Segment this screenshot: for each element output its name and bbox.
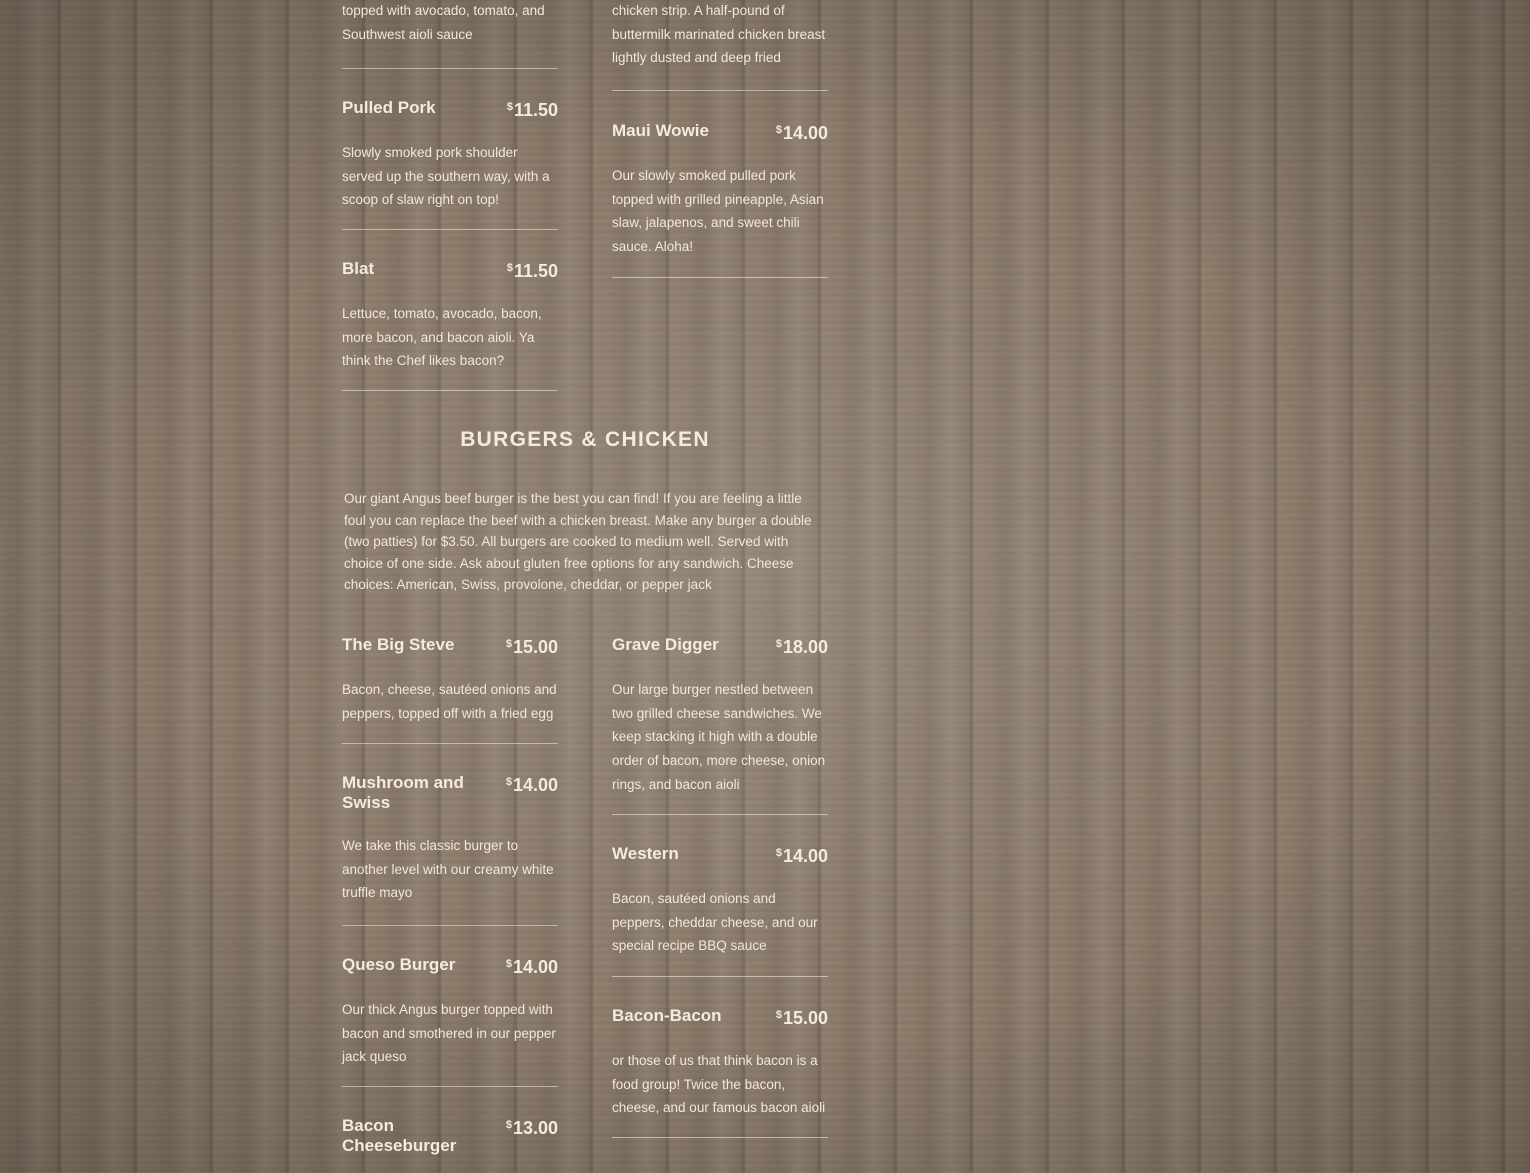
currency-symbol: $ xyxy=(506,262,513,274)
currency-symbol: $ xyxy=(775,1009,782,1021)
price-value: 18.00 xyxy=(782,637,828,657)
item-description: Our large burger nestled between two grilled cheese sandwiches. We keep stacking it high with a double order of bacon, more cheese, onion rings, and bacon aioli xyxy=(612,682,826,792)
currency-symbol: $ xyxy=(505,958,512,970)
item-name: Bacon-Bacon xyxy=(612,1006,722,1025)
item-name: Maui Wowie xyxy=(612,121,709,140)
price-value: 14.00 xyxy=(782,846,828,866)
item-price xyxy=(506,1114,558,1139)
item-description: We take this classic burger to another level with our creamy white truffle mayo xyxy=(342,838,554,901)
menu-item-mushroom-and-swiss xyxy=(342,773,558,905)
price-value: 11.50 xyxy=(513,261,558,281)
item-description: Our slowly smoked pulled pork topped with grilled pineapple, Asian slaw, jalapenos, and sweet chili sauce. Aloha! xyxy=(612,168,824,255)
item-name: Grave Digger xyxy=(612,635,719,654)
currency-symbol: $ xyxy=(775,124,782,136)
item-divider xyxy=(612,90,828,91)
price-value: 11.50 xyxy=(513,100,558,120)
item-price xyxy=(776,1004,828,1029)
price-value: 14.00 xyxy=(782,123,828,143)
item-divider xyxy=(342,925,558,926)
currency-symbol: $ xyxy=(775,847,782,859)
section-title: BURGERS & CHICKEN xyxy=(460,428,710,451)
currency-symbol: $ xyxy=(775,638,782,650)
price-value: 14.00 xyxy=(512,775,558,795)
item-description: Our thick Angus burger topped with bacon and smothered in our pepper jack queso xyxy=(342,1002,556,1065)
item-description: Slowly smoked pork shoulder served up the southern way, with a scoop of slaw right on top! xyxy=(342,145,550,208)
item-price xyxy=(507,257,558,282)
item-price xyxy=(776,842,828,867)
currency-symbol: $ xyxy=(505,638,512,650)
menu-item-bacon-cheeseburger xyxy=(342,1116,558,1156)
menu-item-grave-digger xyxy=(612,635,828,797)
item-price xyxy=(776,119,828,144)
item-price xyxy=(506,633,558,658)
item-name: Bacon Cheeseburger xyxy=(342,1116,457,1155)
item-name: Mushroom and Swiss xyxy=(342,773,464,812)
item-price xyxy=(507,96,558,121)
item-divider xyxy=(612,277,828,278)
item-divider xyxy=(342,229,558,230)
menu-item-queso-burger xyxy=(342,955,558,1069)
item-description: Lettuce, tomato, avocado, bacon, more bacon, and bacon aioli. Ya think the Chef likes bacon? xyxy=(342,306,542,369)
menu-item-bacon-bacon xyxy=(612,1006,828,1120)
item-name: Blat xyxy=(342,259,375,278)
price-value: 15.00 xyxy=(512,637,558,657)
menu-item-western xyxy=(612,844,828,958)
menu-item-blat xyxy=(342,259,558,373)
item-divider xyxy=(342,68,558,69)
price-value: 15.00 xyxy=(782,1008,828,1028)
price-value: 13.00 xyxy=(512,1118,558,1138)
menu-item-pulled-pork xyxy=(342,98,558,212)
item-divider xyxy=(612,976,828,977)
item-price xyxy=(776,633,828,658)
price-value: 14.00 xyxy=(512,957,558,977)
item-description-fragment: chicken strip. A half-pound of buttermilk marinated chicken breast lightly dusted and deep fried xyxy=(612,3,826,66)
item-name: The Big Steve xyxy=(342,635,455,654)
menu-item-maui-wowie xyxy=(612,121,828,259)
currency-symbol: $ xyxy=(505,776,512,788)
item-description: Bacon, sautéed onions and peppers, cheddar cheese, and our special recipe BBQ sauce xyxy=(612,891,818,954)
item-description-fragment: topped with avocado, tomato, and Southwest aioli sauce xyxy=(342,3,545,42)
item-divider xyxy=(612,814,828,815)
item-description: or those of us that think bacon is a food group! Twice the bacon, cheese, and our famous bacon aioli xyxy=(612,1053,826,1116)
item-divider xyxy=(342,743,558,744)
item-name: Pulled Pork xyxy=(342,98,436,117)
item-description: Bacon, cheese, sautéed onions and peppers, topped off with a fried egg xyxy=(342,682,557,721)
item-name: Western xyxy=(612,844,679,863)
item-divider xyxy=(612,1137,828,1138)
item-divider xyxy=(342,1086,558,1087)
item-divider xyxy=(342,390,558,391)
currency-symbol: $ xyxy=(505,1119,512,1131)
item-name: Queso Burger xyxy=(342,955,456,974)
currency-symbol: $ xyxy=(506,101,513,113)
item-price xyxy=(506,953,558,978)
item-price xyxy=(506,771,558,796)
menu-item-the-big-steve xyxy=(342,635,558,725)
section-intro: Our giant Angus beef burger is the best you can find! If you are feeling a little foul you can replace the beef with a chicken breast. Make any burger a double (two patties) for $3.50. All burgers are cooked to medium well. Served with choice of one side. Ask about gluten free options for any sandwich. Cheese choices: American, Swiss, provolone, cheddar, or pepper jack xyxy=(344,491,812,593)
